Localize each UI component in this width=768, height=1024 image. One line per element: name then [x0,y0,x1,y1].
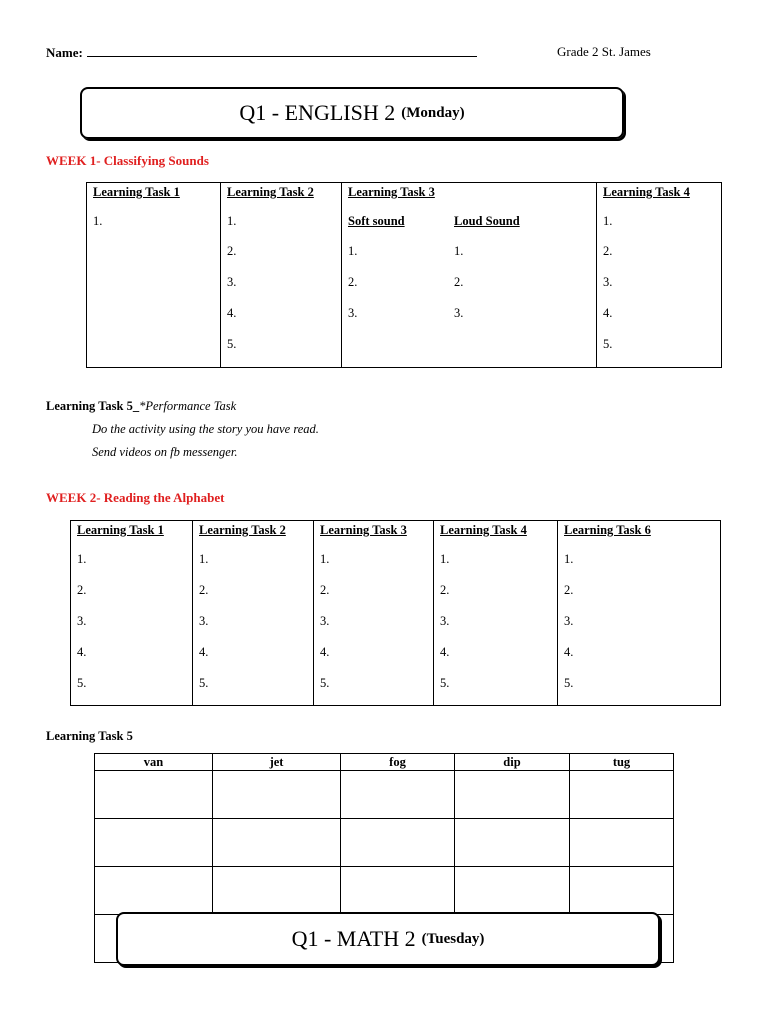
math-title: Q1 - MATH 2 [291,926,416,951]
answer-number: 3. [320,614,330,628]
answer-number: 3. [440,614,450,628]
answer-number: 5. [320,676,330,690]
answer-number: 5. [227,337,237,351]
week1-col4 [597,183,722,368]
blank-cell[interactable] [570,867,674,915]
week2-col-header: Learning Task 3 [320,523,407,537]
blank-cell[interactable] [213,771,341,819]
week2-heading: WEEK 2- Reading the Alphabet [46,490,225,505]
task5-label: Learning Task 5_ [46,399,140,413]
answer-number: 1. [93,214,103,228]
week1-col1-header: Learning Task 1 [93,185,180,199]
answer-number: 2. [199,583,209,597]
answer-number: 4. [320,645,330,659]
answer-number: 1. [348,244,358,258]
answer-number: 2. [564,583,574,597]
week1-col3 [342,183,597,368]
blank-cell[interactable] [341,867,455,915]
blank-cell[interactable] [95,771,213,819]
blank-cell[interactable] [455,867,570,915]
answer-number: 4. [199,645,209,659]
answer-number: 1. [603,214,613,228]
week2-col1 [71,521,193,706]
answer-number: 3. [199,614,209,628]
answer-number: 5. [199,676,209,690]
answer-number: 4. [603,306,613,320]
english-title: Q1 - ENGLISH 2 [239,100,396,125]
answer-number: 2. [227,244,237,258]
answer-number: 3. [454,306,464,320]
week2-col3 [314,521,434,706]
answer-number: 2. [603,244,613,258]
answer-number: 4. [440,645,450,659]
week2-col-header: Learning Task 2 [199,523,286,537]
name-label: Name: [46,45,83,60]
answer-number: 3. [603,275,613,289]
blank-cell[interactable] [95,819,213,867]
name-field [46,44,477,61]
blank-cell[interactable] [213,867,341,915]
week1-col2-header: Learning Task 2 [227,185,314,199]
blank-cell[interactable] [95,867,213,915]
english-title-box [80,87,624,139]
week1-table [86,182,722,368]
answer-number: 1. [564,552,574,566]
task5-line2: Send videos on fb messenger. [92,445,238,459]
name-blank[interactable] [87,44,477,57]
blank-cell[interactable] [570,819,674,867]
soft-sound-header: Soft sound [348,214,405,228]
answer-number: 5. [603,337,613,351]
word-jet: jet [213,754,341,771]
week2-col5 [558,521,721,706]
week1-col1 [87,183,221,368]
answer-number: 3. [564,614,574,628]
blank-cell[interactable] [455,771,570,819]
week2-col-header: Learning Task 1 [77,523,164,537]
word-fog: fog [341,754,455,771]
answer-number: 3. [77,614,87,628]
answer-number: 2. [320,583,330,597]
answer-number: 1. [320,552,330,566]
task5-line1: Do the activity using the story you have read. [92,422,319,436]
word-van: van [95,754,213,771]
english-day: (Monday) [401,104,465,121]
task5-sub: *Performance Task [139,399,237,413]
week2-col4 [434,521,558,706]
word-dip: dip [455,754,570,771]
blank-cell[interactable] [570,771,674,819]
week1-heading: WEEK 1- Classifying Sounds [46,153,209,168]
week1-col2 [221,183,342,368]
blank-cell[interactable] [341,819,455,867]
week2-col-header: Learning Task 6 [564,523,651,537]
answer-number: 1. [199,552,209,566]
math-day: (Tuesday) [421,930,485,947]
answer-number: 1. [454,244,464,258]
answer-number: 3. [348,306,358,320]
blank-cell[interactable] [455,819,570,867]
week1-col3-header: Learning Task 3 [348,185,435,199]
answer-number: 1. [77,552,87,566]
answer-number: 4. [227,306,237,320]
week2-col-header: Learning Task 4 [440,523,527,537]
loud-sound-header: Loud Sound [454,214,520,228]
word-tug: tug [570,754,674,771]
answer-number: 1. [227,214,237,228]
answer-number: 2. [348,275,358,289]
answer-number: 3. [227,275,237,289]
week2-table [70,520,721,706]
answer-number: 5. [564,676,574,690]
week2-col2 [193,521,314,706]
task5b-label: Learning Task 5 [46,729,133,743]
answer-number: 2. [454,275,464,289]
blank-cell[interactable] [341,771,455,819]
answer-number: 2. [77,583,87,597]
math-title-box [116,912,660,966]
grade-label: Grade 2 St. James [557,44,651,59]
task5-heading [46,399,236,414]
blank-cell[interactable] [213,819,341,867]
answer-number: 4. [77,645,87,659]
answer-number: 4. [564,645,574,659]
answer-number: 5. [440,676,450,690]
answer-number: 2. [440,583,450,597]
answer-number: 5. [77,676,87,690]
week1-col4-header: Learning Task 4 [603,185,690,199]
answer-number: 1. [440,552,450,566]
